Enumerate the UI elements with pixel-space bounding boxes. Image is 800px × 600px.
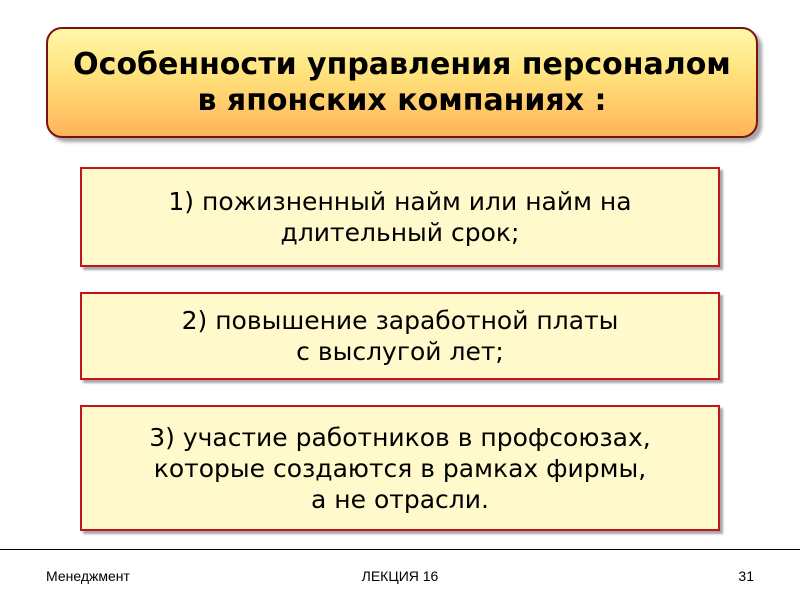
slide-title-line-2: в японских компаниях : (197, 82, 607, 118)
footer-divider (0, 549, 800, 550)
slide-title-line-1: Особенности управления персоналом (73, 46, 731, 82)
feature-box-1 (80, 167, 720, 267)
footer-page-number: 31 (738, 568, 754, 584)
footer-course-name: Менеджмент (46, 568, 130, 584)
slide-title (48, 47, 756, 119)
slide-title-box (46, 27, 758, 138)
feature-3-line-1: 3) участие работников в профсоюзах, (149, 422, 651, 452)
feature-text-2 (170, 305, 631, 367)
feature-1-line-2: длительный срок; (280, 218, 520, 247)
feature-3-line-3: а не отрасли. (311, 484, 489, 514)
feature-2-line-2: с выслугой лет; (296, 337, 504, 366)
feature-box-3 (80, 405, 720, 531)
feature-3-line-2: которые создаются в рамках фирмы, (153, 453, 647, 483)
feature-text-1 (156, 186, 643, 248)
feature-1-line-1: 1) пожизненный найм или найм на (168, 187, 632, 216)
feature-2-line-1: 2) повышение заработной платы (181, 306, 619, 335)
footer-lecture-label: ЛЕКЦИЯ 16 (361, 568, 439, 584)
feature-text-3 (137, 422, 663, 515)
feature-box-2 (80, 292, 720, 380)
